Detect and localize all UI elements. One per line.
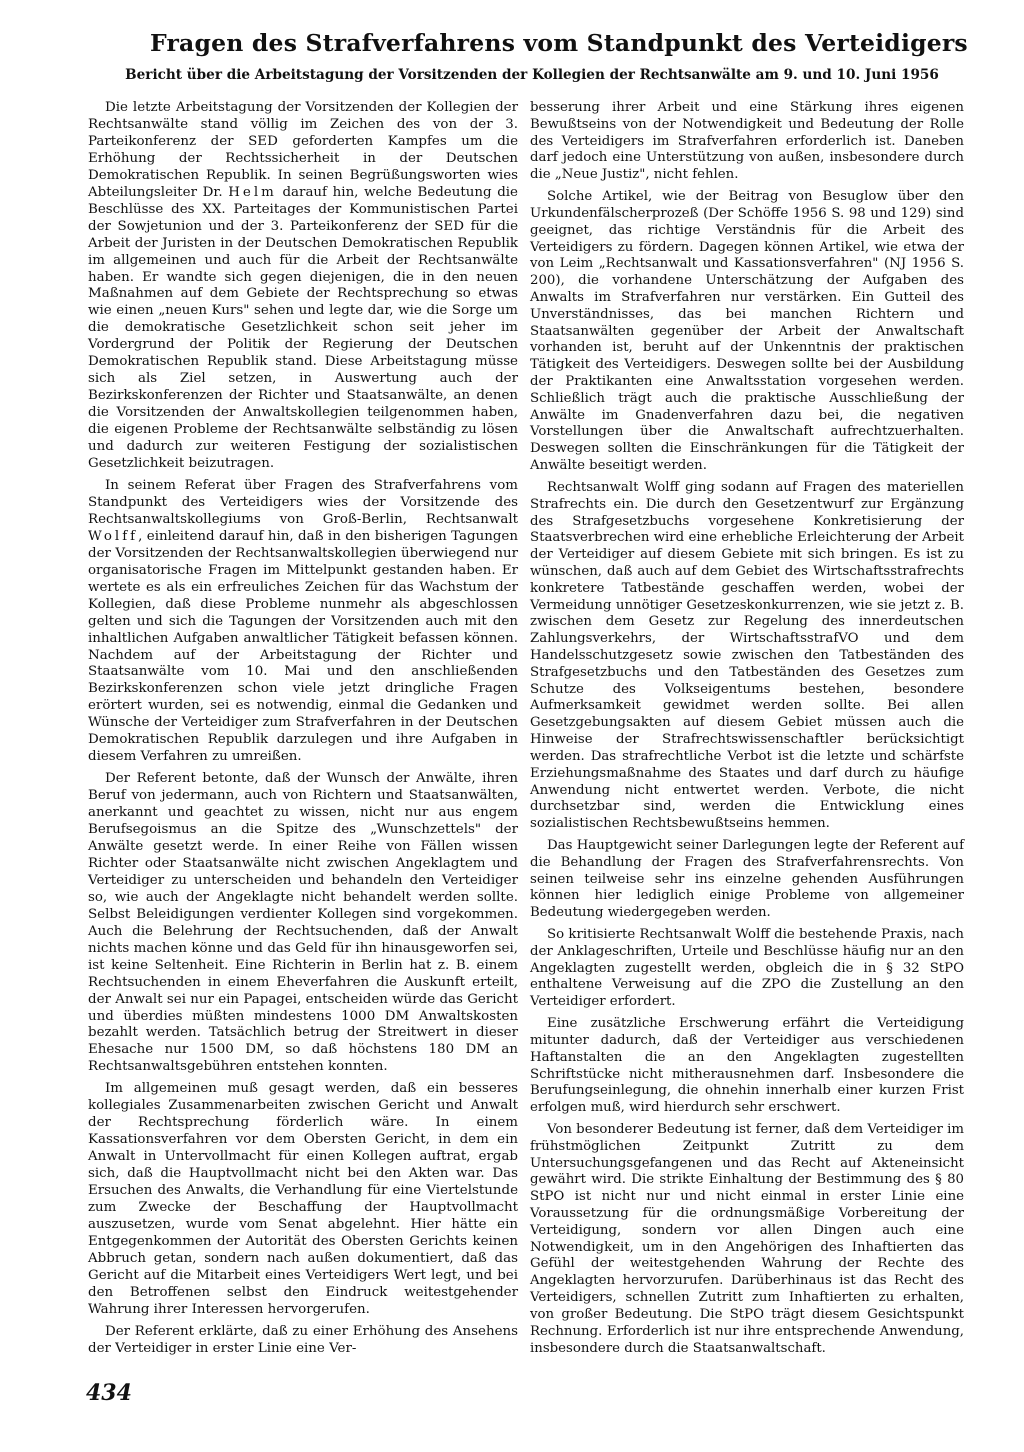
paragraph: Eine zusätzliche Erschwerung erfährt die Verteidigung mitunter dadurch, daß der Verteidiger aus verschiedenen Haftanstalten die an den Angeklagten zugestellten Schriftstücke nicht mitherausnehmen darf. Insbesondere die Berufungseinlegung, die ohnehin innerhalb einer kurzen Frist erfolgen muß, wird hierdurch sehr erschwert. bbox=[530, 1016, 964, 1116]
article-subtitle: Bericht über die Arbeitstagung der Vorsitzenden der Kollegien der Rechtsanwälte am 9. und 10. Juni 1956 bbox=[125, 67, 939, 83]
paragraph-text: Die letzte Arbeitstagung der Vorsitzenden der Kollegien der Rechtsanwälte stand völlig im Zeichen des von der 3. Parteikonferenz der SED geforderten Kampfes um die Erhöhung der Rechtssicherheit in der Deutschen Demokratischen Republik. In seinen Begrüßungsworten wies Abteilungsleiter Dr. bbox=[88, 100, 518, 200]
right-column bbox=[530, 100, 964, 1362]
paragraph-text: darauf hin, welche Bedeutung die Beschlüsse des XX. Parteitages der Kommunistischen Partei der Sowjetunion und der 3. Parteikonferenz der SED für die Arbeit der Juristen in der Deutschen Demokratischen Republik im allgemeinen und auch für die Arbeit der Rechtsanwälte haben. Er wandte sich gegen diejenigen, die in den neuen Maßnahmen auf dem Gebiete der Rechtsprechung so etwas wie einen „neuen Kurs" sehen und legte dar, wie die Sorge um die demokratische Gesetzlichkeit schon seit jeher im Vordergrund der Politik der Regierung der Deutschen Demokratischen Republik stand. Diese Arbeitstagung müsse sich als Ziel setzen, in Auswertung auch der Bezirkskonferenzen der Richter und Staatsanwälte, an denen die Vorsitzenden der Anwaltskollegien teilgenommen haben, die eigenen Probleme der Rechtsanwälte selbständig zu lösen und dadurch zur weiteren Festigung der sozialistischen Gesetzlichkeit beizutragen. bbox=[88, 184, 518, 472]
paragraph: Solche Artikel, wie der Beitrag von Besuglow über den Urkundenfälscherprozeß (Der Schöffe 1956 S. 98 und 129) sind geeignet, das richtige Verständnis für die Arbeit des Verteidigers zu fördern. Dagegen können Artikel, wie etwa der von Leim „Rechtsanwalt und Kassationsverfahren" (NJ 1956 S. 200), die vorhandene Unterschätzung der Aufgaben des Anwalts im Strafverfahren nur verstärken. Ein Gutteil des Unverständnisses, das bei manchen Richtern und Staatsanwälten gegenüber der Arbeit der Anwaltschaft vorhanden ist, beruht auf der Unkenntnis der praktischen Tätigkeit des Verteidigers. Deswegen sollte bei der Ausbildung der Praktikanten eine Anwaltsstation vorgesehen werden. Schließlich trägt auch die praktische Ausschließung der Anwälte im Gnadenverfahren dazu bei, die negativen Vorstellungen über die Anwaltschaft aufrechtzuerhalten. Deswegen sollten die Einschränkungen für die Tätigkeit der Anwälte beseitigt werden. bbox=[530, 189, 964, 474]
paragraph-text: In seinem Referat über Fragen des Strafverfahrens vom Standpunkt des Verteidigers wies der Vorsitzende des Rechtsanwaltskollegiums von Groß-Berlin, Rechtsanwalt bbox=[88, 477, 518, 527]
paragraph: Von besonderer Bedeutung ist ferner, daß dem Verteidiger im frühstmöglichen Zeitpunkt Zutritt zu dem Untersuchungsgefangenen und das Recht auf Akteneinsicht gewährt wird. Die strikte Einhaltung der Bestimmung des § 80 StPO ist nicht nur und nicht einmal in erster Linie eine Voraussetzung für die ordnungsmäßige Vorbereitung der Verteidigung, sondern vor allen Dingen auch eine Notwendigkeit, um in den Angehörigen des Inhaftierten das Gefühl der weitestgehenden Wahrung der Rechte des Angeklagten hervorzurufen. Darüberhinaus ist das Recht des Verteidigers, schnellen Zutritt zum Inhaftierten zu erhalten, von großer Bedeutung. Die StPO trägt diesem Gesichtspunkt Rechnung. Erforderlich ist nur ihre entsprechende Anwendung, insbesondere durch die Staatsanwaltschaft. bbox=[530, 1121, 964, 1356]
paragraph: So kritisierte Rechtsanwalt Wolff die bestehende Praxis, nach der Anklageschriften, Urteile und Beschlüsse häufig nur an den Angeklagten zugestellt werden, obgleich die in § 32 StPO enthaltene Verweisung auf die ZPO die Zustellung an den Verteidiger erfordert. bbox=[530, 927, 964, 1010]
paragraph: Rechtsanwalt Wolff ging sodann auf Fragen des materiellen Strafrechts ein. Die durch den Gesetzentwurf zur Ergänzung des Strafgesetzbuchs vorgesehene Konkretisierung der Staatsverbrechen wird eine erhebliche Erleichterung der Arbeit der Verteidiger auf diesem Gebiete mit sich bringen. Es ist zu wünschen, daß auch auf dem Gebiet des Wirtschaftsstrafrechts konkretere Tatbestände geschaffen werden, wobei der Vermeidung unnötiger Gesetzeskonkurrenzen, wie sie jetzt z. B. zwischen dem Gesetz zur Regelung des innerdeutschen Zahlungsverkehrs, der WirtschaftsstrafVO und dem Handelsschutzgesetz sowie zwischen den Tatbeständen des Strafgesetzbuchs und den Tatbeständen des Gesetzes zum Schutze des Volkseigentums bestehen, besondere Aufmerksamkeit gewidmet werden sollte. Bei allen Gesetzgebungsakten auf diesem Gebiet müssen auch die Hinweise der Strafrechtswissenschaftler berücksichtigt werden. Das strafrechtliche Verbot ist die letzte und schärfste Erziehungsmaßnahme des Staates und darf durch zu häufige Anwendung nicht entwertet werden. Verbote, die nicht durchsetzbar sind, werden die Entwicklung eines sozialistischen Rechtsbewußtseins hemmen. bbox=[530, 479, 964, 832]
paragraph-text: , einleitend darauf hin, daß in den bisherigen Tagungen der Vorsitzenden der Rechtsanwaltskollegien überwiegend nur organisatorische Fragen im Mittelpunkt gestanden haben. Er wertete es als ein erfreuliches Zeichen für das Wachstum der Kollegien, daß diese Probleme nunmehr als abgeschlossen gelten und sich die Tagungen der Vorsitzenden auch mit den inhaltlichen Aufgaben anwaltlicher Tätigkeit befassen können. Nachdem auf der Arbeitstagung der Richter und Staatsanwälte vom 10. Mai und den anschließenden Bezirkskonferenzen schon viele jetzt dringliche Fragen erörtert wurden, sei es notwendig, einmal die Gedanken und Wünsche der Verteidiger zum Strafverfahren in der Deutschen Demokratischen Republik darzulegen und ihre Aufgaben in diesem Verfahren zu umreißen. bbox=[88, 528, 518, 765]
person-name-helm: Helm bbox=[228, 184, 277, 200]
paragraph: besserung ihrer Arbeit und eine Stärkung ihres eigenen Bewußtseins von der Notwendigkeit und Bedeutung der Rolle des Verteidigers im Strafverfahren erforderlich ist. Daneben darf jedoch eine Unterstützung von außen, insbesondere durch die „Neue Justiz", nicht fehlen. bbox=[530, 100, 964, 183]
left-column bbox=[88, 100, 518, 1363]
paragraph: Im allgemeinen muß gesagt werden, daß ein besseres kollegiales Zusammenarbeiten zwischen Gericht und Anwalt der Rechtsprechung förderlich wäre. In einem Kassationsverfahren vor dem Obersten Gericht, in dem ein Anwalt in Untervollmacht für einen Kollegen auftrat, ergab sich, daß die Hauptvollmacht nicht bei den Akten war. Das Ersuchen des Anwalts, die Verhandlung für eine Viertelstunde zum Zwecke der Beschaffung der Hauptvollmacht auszusetzen, wurde vom Senat abgelehnt. Hier hätte ein Entgegenkommen der Autorität des Obersten Gerichts keinen Abbruch getan, sondern nach außen dokumentiert, daß das Gericht auf die Mitarbeit eines Verteidigers Wert legt, und bei den Betroffenen selbst den Eindruck weitestgehender Wahrung ihrer Interessen hervorgerufen. bbox=[88, 1081, 518, 1317]
paragraph bbox=[88, 100, 518, 473]
person-name-wolff: Wolff bbox=[88, 528, 139, 544]
paragraph: Das Hauptgewicht seiner Darlegungen legte der Referent auf die Behandlung der Fragen des Strafverfahrensrechts. Von seinen teilweise sehr ins einzelne gehenden Ausführungen können hier lediglich einige Probleme von allgemeiner Bedeutung wiedergegeben werden. bbox=[530, 837, 964, 921]
paragraph: Der Referent erklärte, daß zu einer Erhöhung des Ansehens der Verteidiger in erster Linie eine Ver- bbox=[88, 1323, 518, 1356]
article-title: Fragen des Strafverfahrens vom Standpunkt des Verteidigers bbox=[150, 29, 968, 57]
paragraph: Der Referent betonte, daß der Wunsch der Anwälte, ihren Beruf von jedermann, auch von Richtern und Staatsanwälten, anerkannt und geachtet zu wissen, nicht nur aus engem Berufsegoismus an die Spitze des „Wunschzettels" der Anwälte gesetzt werde. In einer Reihe von Fällen wissen Richter oder Staatsanwälte nicht zwischen Angeklagtem und Verteidiger zu unterscheiden und behandeln den Verteidiger so, wie auch der Angeklagte nicht behandelt werden sollte. Selbst Beleidigungen verdienter Kollegen sind vorgekommen. Auch die Belehrung der Rechtsuchenden, daß der Anwalt nichts machen könne und das Geld für ihn hinausgeworfen sei, ist keine Seltenheit. Eine Richterin in Berlin hat z. B. einem Rechtsuchenden in einem Eheverfahren die Auskunft erteilt, der Anwalt sei nur ein Papagei, entscheiden würde das Gericht und überdies müßten mindestens 1000 DM Anwaltskosten bezahlt werden. Tatsächlich betrug der Streitwert in dieser Ehesache nur 1500 DM, so daß höchstens 180 DM an Rechtsanwaltsgebühren entstehen konnten. bbox=[88, 771, 518, 1075]
page-number: 434 bbox=[86, 1380, 132, 1406]
paragraph bbox=[88, 478, 518, 766]
